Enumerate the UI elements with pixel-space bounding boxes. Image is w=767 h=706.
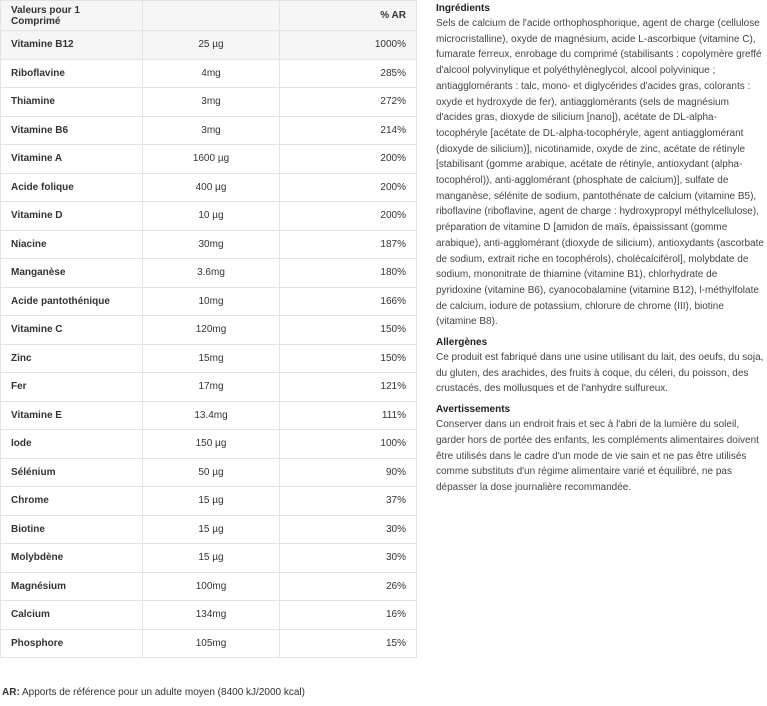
table-row <box>1 629 417 658</box>
table-row <box>1 487 417 516</box>
nutrient-quantity: 3mg <box>143 116 280 145</box>
info-section <box>436 403 764 496</box>
nutrient-ar-percent: 90% <box>280 458 417 487</box>
info-section <box>436 2 764 330</box>
table-header-row <box>1 1 417 31</box>
nutrient-name: Zinc <box>1 344 143 373</box>
nutrient-name: Acide pantothénique <box>1 287 143 316</box>
header-qty <box>143 1 280 31</box>
nutrient-ar-percent: 100% <box>280 430 417 459</box>
table-row <box>1 544 417 573</box>
table-row <box>1 430 417 459</box>
nutrient-quantity: 15 µg <box>143 544 280 573</box>
nutrient-ar-percent: 200% <box>280 173 417 202</box>
nutrient-quantity: 17mg <box>143 373 280 402</box>
nutrient-name: Manganèse <box>1 259 143 288</box>
table-row <box>1 515 417 544</box>
table-row <box>1 31 417 60</box>
nutrient-ar-percent: 200% <box>280 202 417 231</box>
nutrient-ar-percent: 30% <box>280 515 417 544</box>
section-body: Sels de calcium de l'acide orthophosphorique, agent de charge (cellulose microcristalline), oxyde de magnésium, acide L-ascorbique (vitamine C), fumarate ferreux, enrobage du comprimé (stabilisants : copolymère greffé d'alcool polyvinylique et polyéthylèneglycol, alcool polyvinique ; antiagglomérants : talc, mono- et diglycérides d'acides gras, colorants : oxyde et hydroxyde de fer), antiagglomérants (sels de magnésium d'acides gras, dioxyde de silicium [nano]), acétate de DL-alpha-tocophéryle [acétate de DL-alpha-tocophéryle, agent antiagglomérant (dioxyde de silicium)], nicotinamide, oxyde de zinc, acétate de rétinyle [stabilisant (gomme arabique, acétate de rétinyle, antioxydant (alpha-tocophérol)), anti-agglomérant (phosphate de calcium)], sulfate de manganèse, sélénite de sodium, pantothénate de calcium (vitamine B5), riboflavine (riboflavine, agent de charge : hydroxypropyl méthylcellulose), préparation de vitamine D [amidon de maïs, épaississant (gomme arabique), anti-agglomérant (dioxyde de silicium), antioxydants (ascorbate de sodium, extrait riche en tocophérols), cholécalciférol], molybdate de sodium, mononitrate de thiamine (vitamine B1), chlorhydrate de pyridoxine (vitamine B6), cyanocobalamine (vitamine B12), l-méthylfolate de calcium, iodure de potassium, chlorure de chrome (III), biotine (vitamine B8). <box>436 18 764 328</box>
section-title: Allergènes <box>436 337 488 349</box>
nutrient-quantity: 15 µg <box>143 515 280 544</box>
nutrient-quantity: 105mg <box>143 629 280 658</box>
nutrient-quantity: 150 µg <box>143 430 280 459</box>
nutrient-name: Vitamine C <box>1 316 143 345</box>
nutrient-name: Magnésium <box>1 572 143 601</box>
nutrient-name: Sélénium <box>1 458 143 487</box>
nutrient-quantity: 10mg <box>143 287 280 316</box>
table-row <box>1 601 417 630</box>
nutrient-name: Acide folique <box>1 173 143 202</box>
nutrient-name: Vitamine A <box>1 145 143 174</box>
nutrient-name: Niacine <box>1 230 143 259</box>
nutrient-ar-percent: 15% <box>280 629 417 658</box>
table-row <box>1 59 417 88</box>
nutrition-table-body <box>1 31 417 658</box>
footnote-text: Apports de référence pour un adulte moyen (8400 kJ/2000 kcal) <box>19 687 305 698</box>
nutrient-quantity: 25 µg <box>143 31 280 60</box>
nutrient-name: Riboflavine <box>1 59 143 88</box>
nutrient-name: Vitamine B6 <box>1 116 143 145</box>
table-row <box>1 230 417 259</box>
footnote-label: AR: <box>2 687 20 698</box>
section-body: Conserver dans un endroit frais et sec à l'abri de la lumière du soleil, garder hors de portée des enfants, les compléments alimentaires doivent être utilisés dans le cadre d'un mode de vie sain et ne pas être utilisés comme substituts d'un régime alimentaire varié et équilibré, ne pas dépasser la dose journalière recommandée. <box>436 419 759 493</box>
nutrient-quantity: 10 µg <box>143 202 280 231</box>
nutrient-ar-percent: 26% <box>280 572 417 601</box>
info-section <box>436 336 764 397</box>
nutrient-name: Fer <box>1 373 143 402</box>
table-row <box>1 458 417 487</box>
nutrient-quantity: 4mg <box>143 59 280 88</box>
table-row <box>1 401 417 430</box>
product-info-panel <box>436 2 764 502</box>
table-row <box>1 202 417 231</box>
nutrient-ar-percent: 121% <box>280 373 417 402</box>
nutrient-ar-percent: 37% <box>280 487 417 516</box>
nutrient-ar-percent: 272% <box>280 88 417 117</box>
table-row <box>1 316 417 345</box>
nutrient-quantity: 1600 µg <box>143 145 280 174</box>
section-title: Avertissements <box>436 404 511 416</box>
nutrient-ar-percent: 111% <box>280 401 417 430</box>
table-row <box>1 173 417 202</box>
nutrient-name: Thiamine <box>1 88 143 117</box>
nutrient-name: Calcium <box>1 601 143 630</box>
nutrient-quantity: 134mg <box>143 601 280 630</box>
nutrient-ar-percent: 1000% <box>280 31 417 60</box>
nutrient-ar-percent: 187% <box>280 230 417 259</box>
nutrient-name: Phosphore <box>1 629 143 658</box>
nutrient-name: Biotine <box>1 515 143 544</box>
table-row <box>1 116 417 145</box>
nutrient-quantity: 3.6mg <box>143 259 280 288</box>
nutrient-quantity: 3mg <box>143 88 280 117</box>
nutrient-name: Chrome <box>1 487 143 516</box>
footnote <box>2 687 305 698</box>
nutrient-name: Vitamine B12 <box>1 31 143 60</box>
table-row <box>1 572 417 601</box>
table-row <box>1 373 417 402</box>
nutrient-ar-percent: 150% <box>280 344 417 373</box>
nutrient-ar-percent: 150% <box>280 316 417 345</box>
nutrient-quantity: 30mg <box>143 230 280 259</box>
nutrient-ar-percent: 214% <box>280 116 417 145</box>
nutrient-ar-percent: 200% <box>280 145 417 174</box>
table-row <box>1 344 417 373</box>
section-title: Ingrédients <box>436 3 490 14</box>
header-ar: % AR <box>280 1 417 31</box>
nutrient-ar-percent: 16% <box>280 601 417 630</box>
nutrient-ar-percent: 180% <box>280 259 417 288</box>
nutrient-quantity: 15mg <box>143 344 280 373</box>
table-row <box>1 145 417 174</box>
nutrient-quantity: 50 µg <box>143 458 280 487</box>
nutrient-ar-percent: 166% <box>280 287 417 316</box>
nutrient-quantity: 400 µg <box>143 173 280 202</box>
nutrient-ar-percent: 285% <box>280 59 417 88</box>
nutrient-name: Vitamine D <box>1 202 143 231</box>
nutrient-quantity: 15 µg <box>143 487 280 516</box>
nutrient-quantity: 13.4mg <box>143 401 280 430</box>
nutrient-name: Molybdène <box>1 544 143 573</box>
section-body: Ce produit est fabriqué dans une usine utilisant du lait, des oeufs, du soja, du gluten, des arachides, des fruits à coque, du céleri, du poisson, des crustacés, des mollusques et de l'anhydre sulfureux. <box>436 352 764 395</box>
nutrient-quantity: 100mg <box>143 572 280 601</box>
table-row <box>1 287 417 316</box>
nutrient-quantity: 120mg <box>143 316 280 345</box>
table-row <box>1 88 417 117</box>
header-name: Valeurs pour 1 Comprimé <box>1 1 143 31</box>
table-row <box>1 259 417 288</box>
nutrient-name: Iode <box>1 430 143 459</box>
nutrient-name: Vitamine E <box>1 401 143 430</box>
nutrient-ar-percent: 30% <box>280 544 417 573</box>
